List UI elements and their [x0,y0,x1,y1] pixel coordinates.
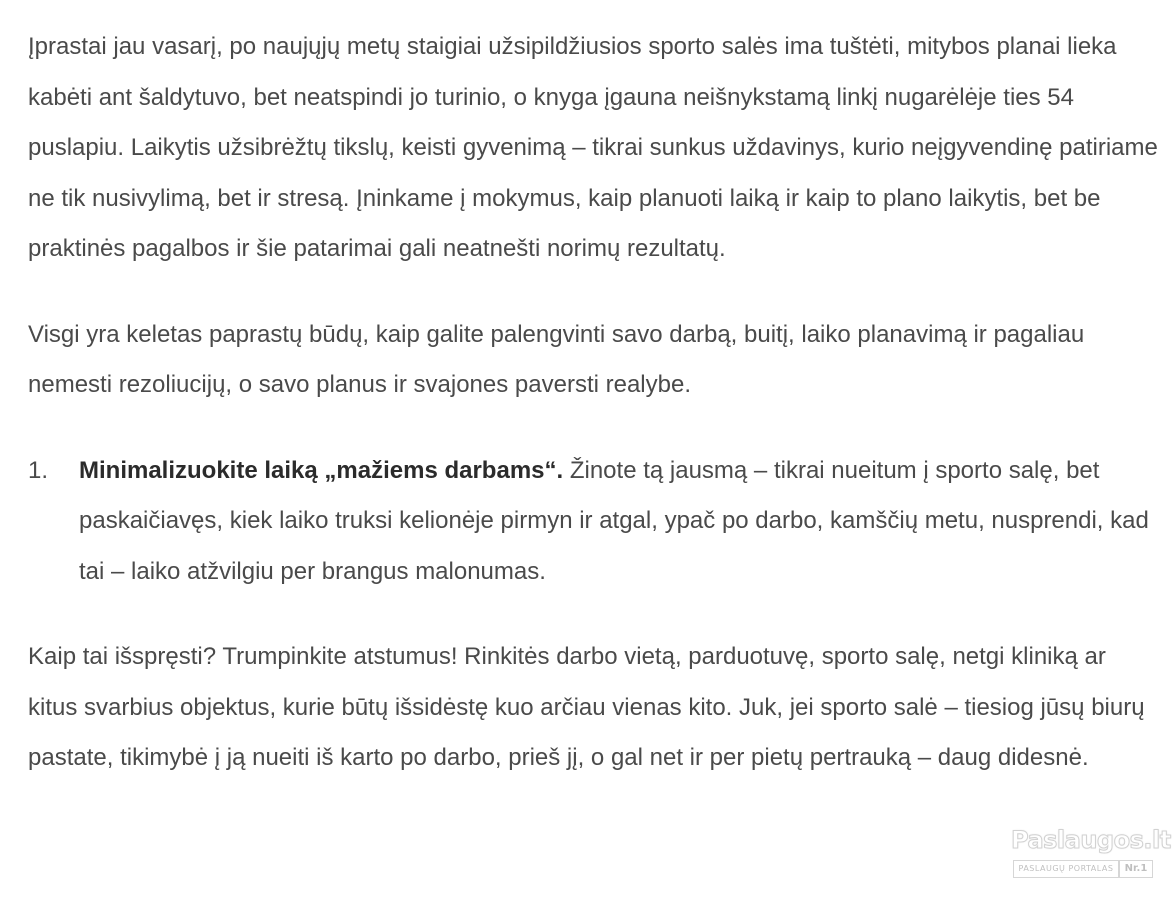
list-item-text: Žinote tą jausmą – tikrai nueitum į sporto salę, bet paskaičiavęs, kiek laiko truksi kelionėje pirmyn ir atgal, ypač po darbo, kamščių metu, nusprendi, kad tai – laiko atžvilgiu per brangus malonumas. [79,456,1149,585]
watermark-badge: Nr.1 [1119,860,1153,878]
list-item [28,446,1158,598]
watermark-subtitle: PASLAUGŲ PORTALAS [1013,860,1119,878]
watermark-name: Paslaugos.lt [1011,826,1171,854]
numbered-list [28,446,1158,598]
article-body [28,22,1158,784]
article-paragraph: Įprastai jau vasarį, po naujųjų metų staigiai užsipildžiusios sporto salės ima tuštėti, mitybos planai lieka kabėti ant šaldytuvo, bet neatspindi jo turinio, o knyga įgauna neišnykstamą linkį nugarėlėje ties 54 puslapiu. Laikytis užsibrėžtų tikslų, keisti gyvenimą – tikrai sunkus uždavinys, kurio neįgyvendinę patiriame ne tik nusivylimą, bet ir stresą. Įninkame į mokymus, kaip planuoti laiką ir kaip to plano laikytis, bet be praktinės pagalbos ir šie patarimai gali neatnešti norimų rezultatų. [28,33,1158,262]
article-paragraph: Kaip tai išspręsti? Trumpinkite atstumus! Rinkitės darbo vietą, parduotuvę, sporto salę, netgi kliniką ar kitus svarbius objektus, kurie būtų išsidėstę kuo arčiau vienas kito. Juk, jei sporto salė – tiesiog jūsų biurų pastate, tikimybė į ją nueiti iš karto po darbo, prieš jį, o gal net ir per pietų pertrauką – daug didesnė. [28,643,1145,771]
article-paragraph: Visgi yra keletas paprastų būdų, kaip galite palengvinti savo darbą, buitį, laiko planavimą ir pagaliau nemesti rezoliucijų, o savo planus ir svajones paversti realybe. [28,320,1085,398]
paslaugos-watermark [1011,826,1171,878]
list-item-number: 1. [28,456,49,484]
list-item-lead: Minimalizuokite laiką „mažiems darbams“. [79,456,564,484]
